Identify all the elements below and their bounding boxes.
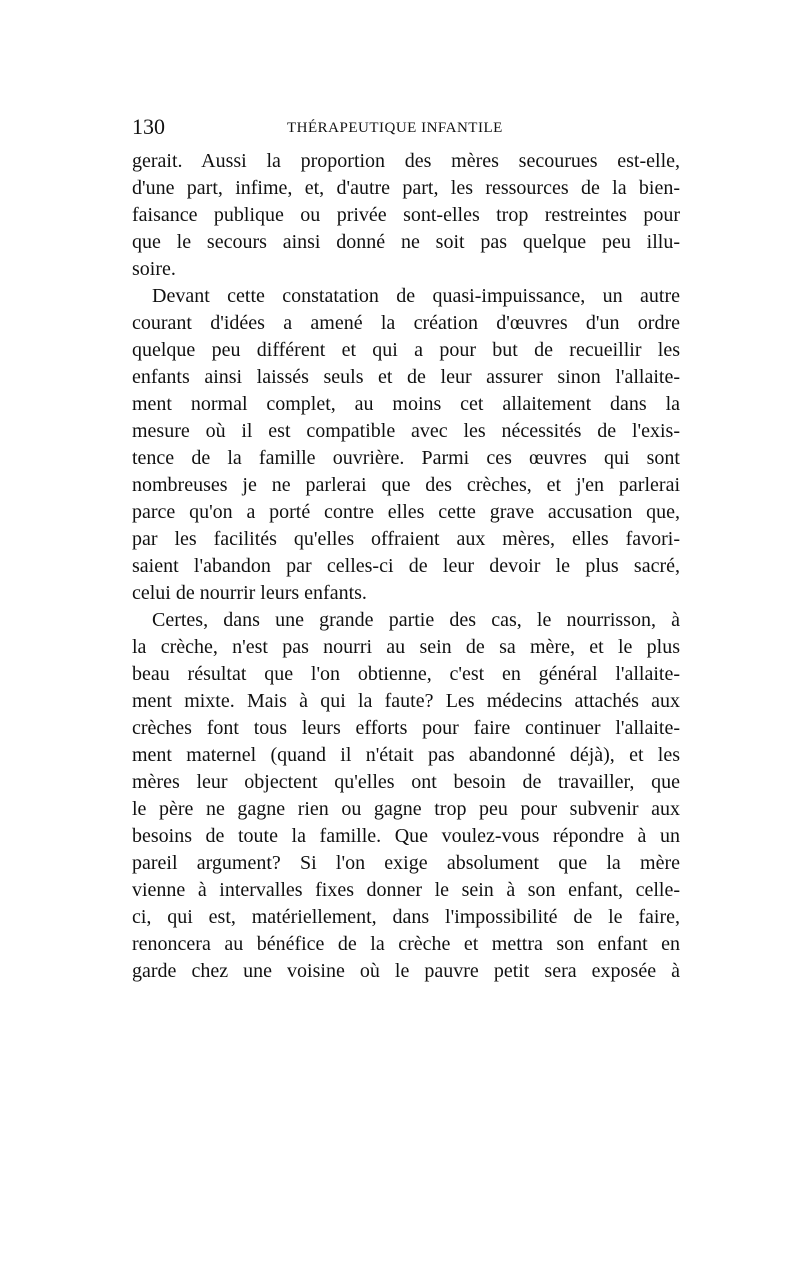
text-line: besoins de toute la famille. Que voulez-vous répondre à un xyxy=(132,825,680,847)
text-line: nombreuses je ne parlerai que des crèches, et j'en parlerai xyxy=(132,474,680,496)
text-line: ment mixte. Mais à qui la faute? Les médecins attachés aux xyxy=(132,690,680,712)
text-line: saient l'abandon par celles-ci de leur devoir le plus sacré, xyxy=(132,555,680,577)
text-line: quelque peu différent et qui a pour but de recueillir les xyxy=(132,339,680,361)
text-line: vienne à intervalles fixes donner le sein à son enfant, celle- xyxy=(132,879,680,901)
text-line: enfants ainsi laissés seuls et de leur assurer sinon l'allaite- xyxy=(132,366,680,388)
text-line: soire. xyxy=(132,258,176,280)
text-line: le père ne gagne rien ou gagne trop peu pour subvenir aux xyxy=(132,798,680,820)
text-line: ci, qui est, matériellement, dans l'impossibilité de le faire, xyxy=(132,906,680,928)
paragraph xyxy=(132,148,680,283)
running-head xyxy=(132,112,680,142)
text-line: ment maternel (quand il n'était pas abandonné déjà), et les xyxy=(132,744,680,766)
text-line: tence de la famille ouvrière. Parmi ces œuvres qui sont xyxy=(132,447,680,469)
text-line: la crèche, n'est pas nourri au sein de sa mère, et le plus xyxy=(132,636,680,658)
text-line: parce qu'on a porté contre elles cette grave accusation que, xyxy=(132,501,680,523)
body-text xyxy=(132,148,680,985)
text-line: beau résultat que l'on obtienne, c'est en général l'allaite- xyxy=(132,663,680,685)
text-line: celui de nourrir leurs enfants. xyxy=(132,582,367,604)
running-title: THÉRAPEUTIQUE INFANTILE xyxy=(287,120,503,136)
text-line: mesure où il est compatible avec les nécessités de l'exis- xyxy=(132,420,680,442)
page-number: 130 xyxy=(132,114,165,139)
text-line: Certes, dans une grande partie des cas, le nourrisson, à xyxy=(152,609,680,631)
paragraph xyxy=(132,283,680,607)
text-line: courant d'idées a amené la création d'œuvres d'un ordre xyxy=(132,312,680,334)
text-line: gerait. Aussi la proportion des mères secourues est-elle, xyxy=(132,150,680,172)
paragraph xyxy=(132,607,680,985)
text-line: garde chez une voisine où le pauvre petit sera exposée à xyxy=(132,960,680,982)
text-line: ment normal complet, au moins cet allaitement dans la xyxy=(132,393,680,415)
text-line: Devant cette constatation de quasi-impuissance, un autre xyxy=(152,285,680,307)
text-line: renoncera au bénéfice de la crèche et mettra son enfant en xyxy=(132,933,680,955)
text-line: crèches font tous leurs efforts pour faire continuer l'allaite- xyxy=(132,717,680,739)
text-line: pareil argument? Si l'on exige absolument que la mère xyxy=(132,852,680,874)
text-line: par les facilités qu'elles offraient aux mères, elles favori- xyxy=(132,528,680,550)
text-line: mères leur objectent qu'elles ont besoin de travailler, que xyxy=(132,771,680,793)
text-line: d'une part, infime, et, d'autre part, les ressources de la bien- xyxy=(132,177,680,199)
text-line: que le secours ainsi donné ne soit pas quelque peu illu- xyxy=(132,231,680,253)
text-line: faisance publique ou privée sont-elles trop restreintes pour xyxy=(132,204,680,226)
